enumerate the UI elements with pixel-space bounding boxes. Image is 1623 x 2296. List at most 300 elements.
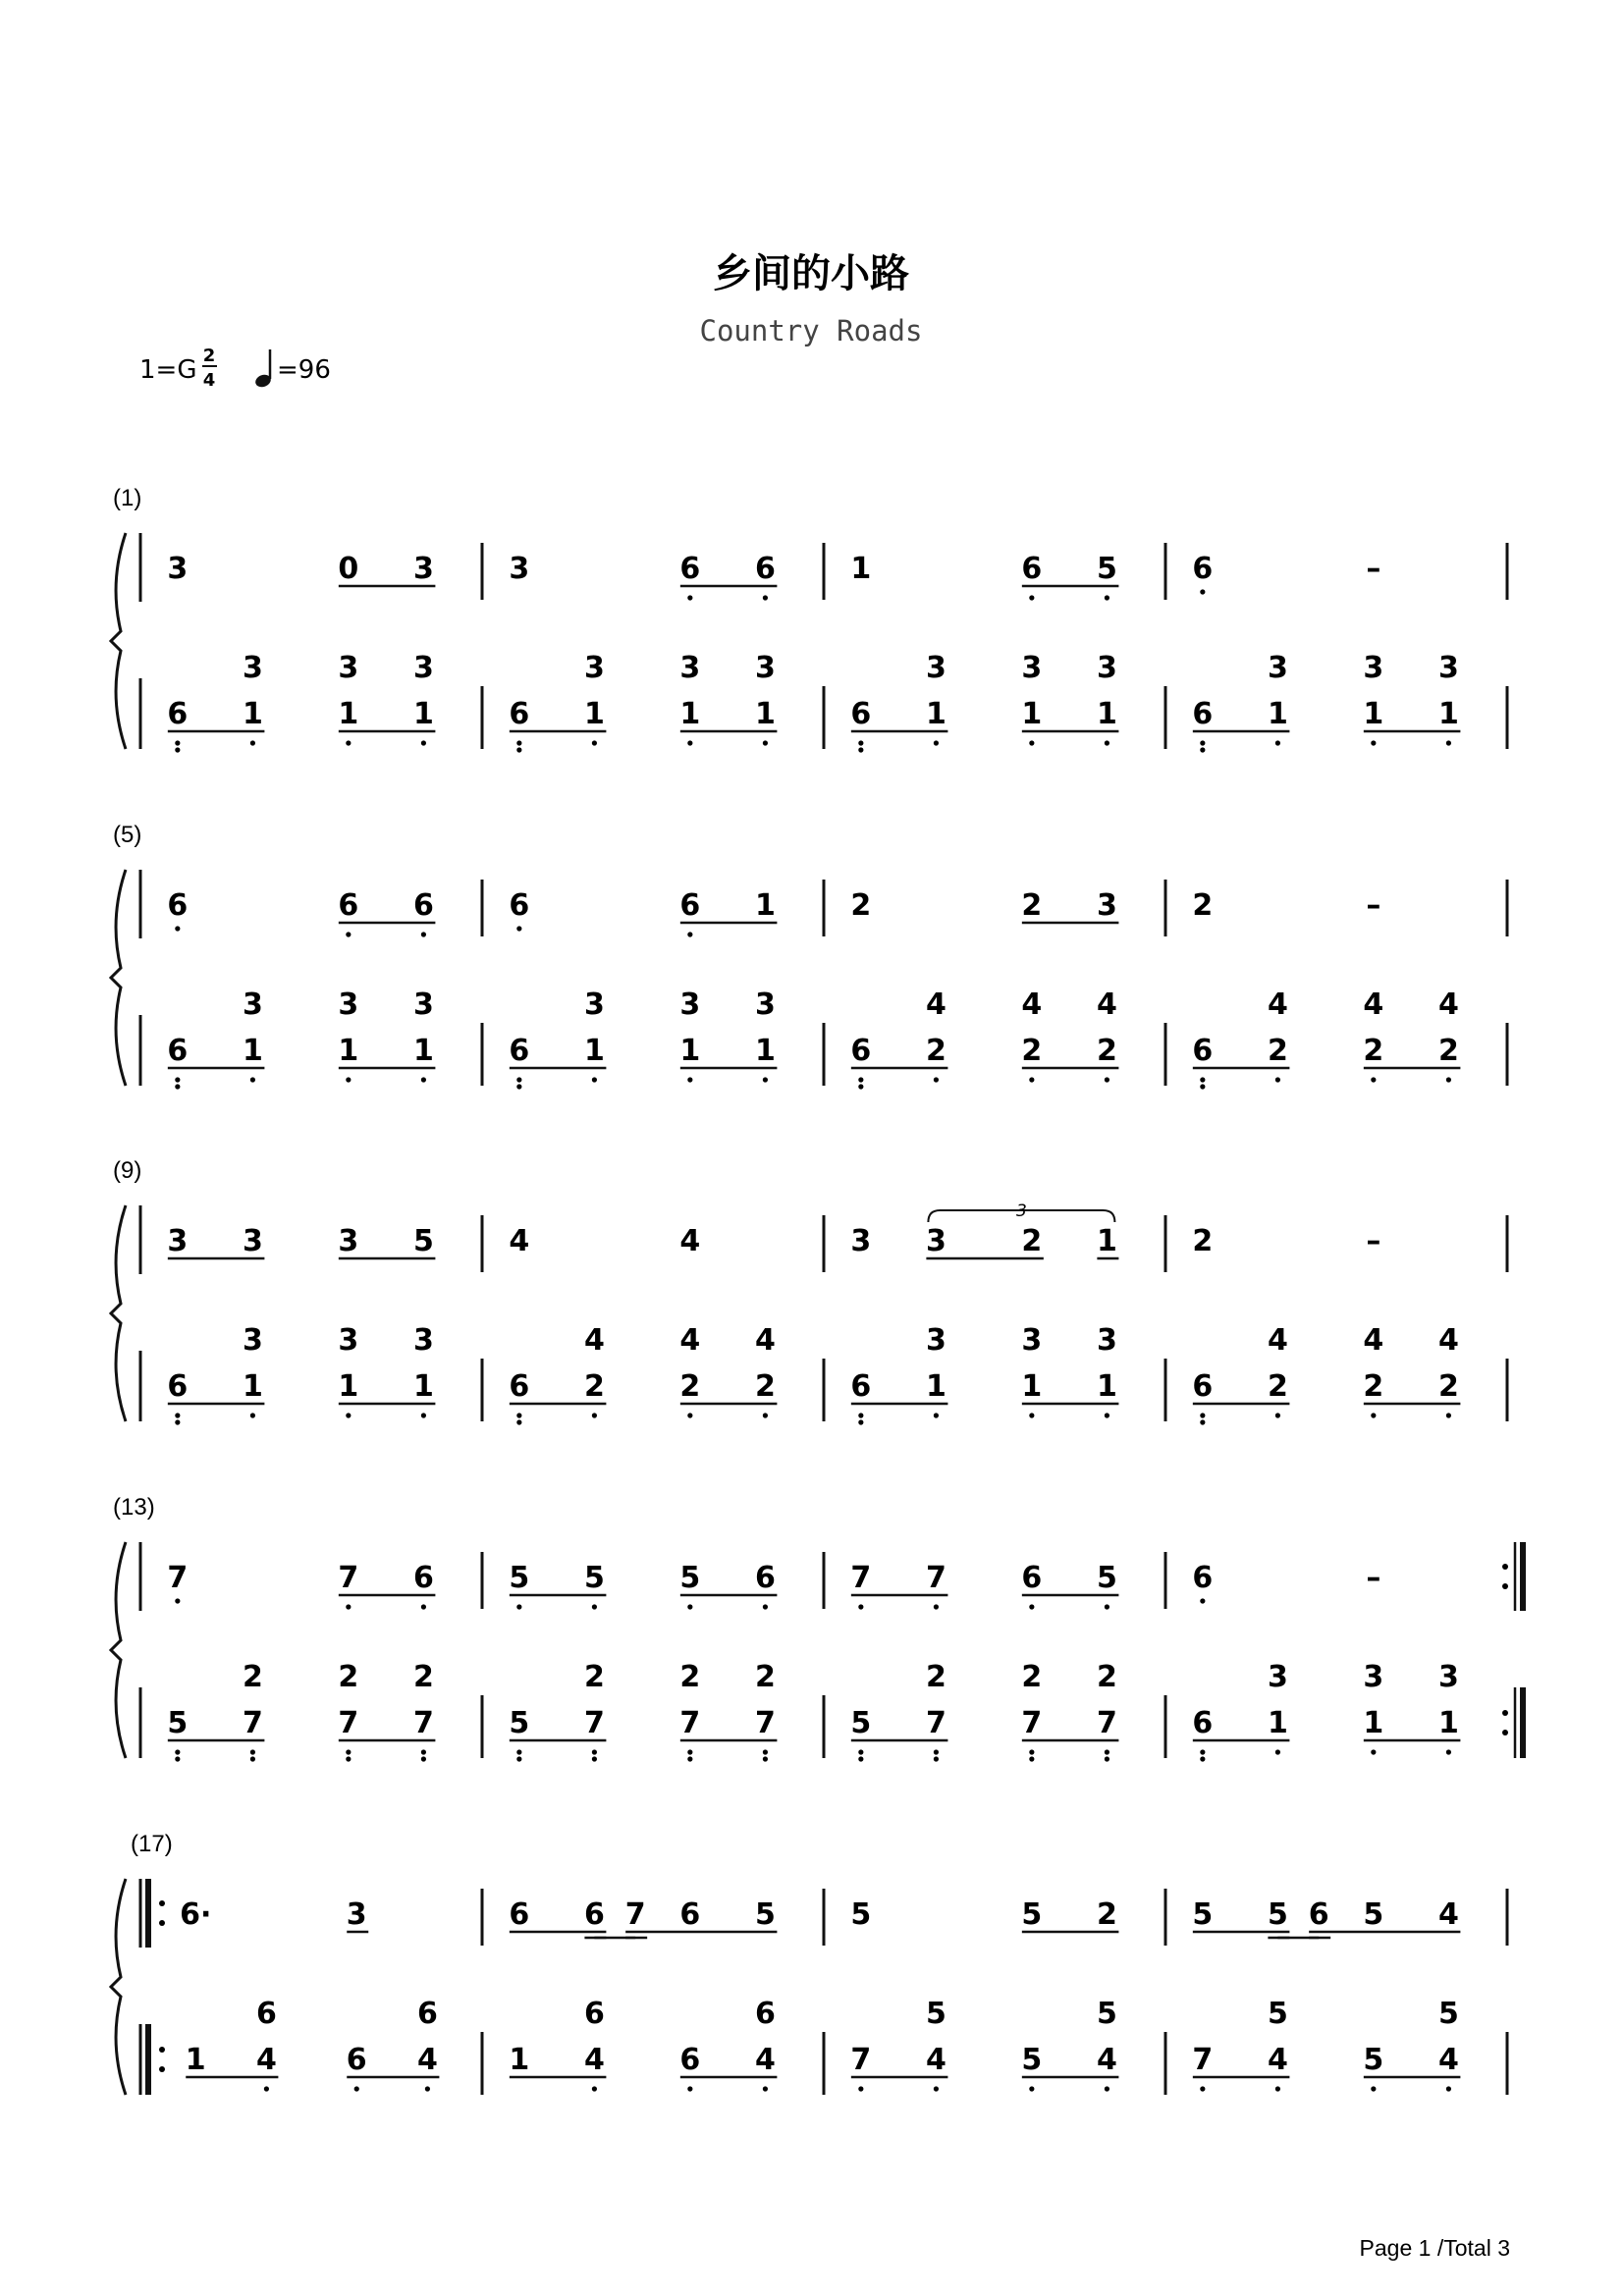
- repeat-dot: [1502, 1564, 1508, 1570]
- octave-dot: [1029, 595, 1034, 600]
- bass-note: 4: [416, 2043, 438, 2077]
- bass-chord-note: 3: [1096, 1323, 1117, 1358]
- treble-note: 5: [1021, 1897, 1043, 1932]
- tempo-marking: =96: [277, 355, 331, 385]
- octave-dot: [175, 740, 180, 745]
- treble-note: 6: [412, 1561, 434, 1595]
- score-system: [111, 485, 1507, 753]
- bass-chord-note: 2: [754, 1660, 776, 1694]
- measure: [850, 1201, 1165, 1425]
- octave-dot: [354, 2086, 359, 2091]
- octave-dot: [1105, 1077, 1109, 1082]
- treble-note: 2: [1192, 1224, 1214, 1258]
- bass-chord-note: 3: [925, 1323, 947, 1358]
- measure: [850, 543, 1165, 753]
- octave-dot: [1029, 1413, 1034, 1417]
- system-brace: [111, 1205, 126, 1421]
- octave-dot: [763, 1756, 768, 1761]
- octave-dot: [1446, 740, 1451, 745]
- octave-dot: [1275, 1413, 1280, 1417]
- repeat-dot: [1502, 1730, 1508, 1735]
- bass-note: 5: [1021, 2043, 1043, 2077]
- octave-dot: [858, 740, 863, 745]
- bass-chord-note: 3: [1021, 1323, 1043, 1358]
- octave-dot: [687, 1077, 692, 1082]
- bass-note: 6: [167, 1034, 189, 1068]
- bass-chord-note: 4: [1363, 988, 1384, 1022]
- octave-dot: [1200, 1749, 1205, 1754]
- octave-dot: [1446, 1749, 1451, 1754]
- treble-note: 3: [1096, 888, 1117, 923]
- octave-dot: [1200, 747, 1205, 752]
- octave-dot: [421, 1756, 426, 1761]
- treble-note: 3: [850, 1224, 872, 1258]
- octave-dot: [516, 1604, 521, 1609]
- treble-note: 6·: [180, 1897, 212, 1932]
- octave-dot: [858, 1419, 863, 1424]
- treble-note: 4: [509, 1224, 530, 1258]
- octave-dot: [1275, 1077, 1280, 1082]
- measure-number: (5): [113, 822, 142, 848]
- bass-note: 6: [167, 697, 189, 731]
- treble-note: –: [1366, 1224, 1381, 1258]
- score-system: [111, 1831, 1507, 2095]
- octave-dot: [934, 740, 939, 745]
- bass-note: 1: [338, 1369, 359, 1404]
- bass-note: 1: [412, 1369, 434, 1404]
- treble-note: 3: [167, 1224, 189, 1258]
- octave-dot: [175, 1077, 180, 1082]
- treble-note: 3: [346, 1897, 367, 1932]
- octave-dot: [421, 1077, 426, 1082]
- repeat-dot: [159, 1900, 165, 1906]
- treble-note: 5: [850, 1897, 872, 1932]
- treble-note: 6: [679, 552, 701, 586]
- repeat-dot: [159, 2066, 165, 2072]
- treble-note: 7: [925, 1561, 947, 1595]
- octave-dot: [1200, 1413, 1205, 1417]
- octave-dot: [858, 1756, 863, 1761]
- treble-note: 6: [1192, 1561, 1214, 1595]
- measure: [850, 1552, 1165, 1762]
- treble-note: 5: [412, 1224, 434, 1258]
- bass-note: 7: [1096, 1706, 1117, 1740]
- bass-chord-note: 2: [925, 1660, 947, 1694]
- octave-dot: [1446, 2086, 1451, 2091]
- system-brace: [111, 870, 126, 1086]
- treble-note: 6: [754, 1561, 776, 1595]
- bass-chord-note: 2: [679, 1660, 701, 1694]
- bass-chord-note: 5: [1267, 1997, 1288, 2031]
- treble-note: 5: [1192, 1897, 1214, 1932]
- octave-dot: [592, 1413, 597, 1417]
- octave-dot: [1105, 1413, 1109, 1417]
- bass-chord-note: 3: [754, 988, 776, 1022]
- bass-chord-note: 4: [1437, 1323, 1459, 1358]
- octave-dot: [592, 1604, 597, 1609]
- measure: [167, 543, 482, 753]
- bass-chord-note: 3: [338, 651, 359, 685]
- bass-chord-note: 3: [412, 988, 434, 1022]
- bass-note: 6: [509, 1034, 530, 1068]
- octave-dot: [858, 747, 863, 752]
- treble-note: 6: [679, 1897, 701, 1932]
- bass-note: 6: [1192, 1369, 1214, 1404]
- measure: [850, 1889, 1165, 2095]
- octave-dot: [858, 1077, 863, 1082]
- octave-dot: [175, 1756, 180, 1761]
- measure: [1192, 1889, 1507, 2095]
- octave-dot: [592, 740, 597, 745]
- bass-note: 7: [338, 1706, 359, 1740]
- octave-dot: [1200, 589, 1205, 594]
- system-brace: [111, 1542, 126, 1758]
- octave-dot: [1105, 2086, 1109, 2091]
- bass-note: 6: [509, 697, 530, 731]
- bass-note: 1: [679, 1034, 701, 1068]
- bass-note: 1: [1437, 697, 1459, 731]
- bass-chord-note: 3: [583, 651, 605, 685]
- measure: [167, 1215, 482, 1425]
- octave-dot: [934, 2086, 939, 2091]
- octave-dot: [763, 1604, 768, 1609]
- octave-dot: [346, 1604, 351, 1609]
- measure: [509, 1215, 824, 1425]
- bass-chord-note: 3: [1267, 1660, 1288, 1694]
- octave-dot: [1029, 1077, 1034, 1082]
- bass-note: 5: [850, 1706, 872, 1740]
- song-title: 乡间的小路: [713, 251, 909, 296]
- octave-dot: [1371, 1749, 1376, 1754]
- bass-note: 4: [583, 2043, 605, 2077]
- bass-chord-note: 4: [1437, 988, 1459, 1022]
- measure-number: (1): [113, 485, 142, 511]
- measure: [1192, 543, 1507, 753]
- bass-chord-note: 3: [679, 988, 701, 1022]
- octave-dot: [1200, 1419, 1205, 1424]
- octave-dot: [687, 595, 692, 600]
- bass-note: 1: [754, 1034, 776, 1068]
- bass-note: 1: [185, 2043, 206, 2077]
- treble-note: 7: [850, 1561, 872, 1595]
- bass-chord-note: 4: [1363, 1323, 1384, 1358]
- bass-note: 4: [1437, 2043, 1459, 2077]
- octave-dot: [858, 1604, 863, 1609]
- key-signature: 1=G: [139, 355, 197, 385]
- treble-note: 7: [167, 1561, 189, 1595]
- octave-dot: [175, 1749, 180, 1754]
- treble-note: 7: [338, 1561, 359, 1595]
- octave-dot: [175, 1419, 180, 1424]
- bass-note: 7: [1192, 2043, 1214, 2077]
- measure: [180, 1889, 482, 2095]
- octave-dot: [592, 2086, 597, 2091]
- octave-dot: [175, 1413, 180, 1417]
- treble-note: 5: [1267, 1897, 1288, 1932]
- treble-note: –: [1366, 552, 1381, 586]
- octave-dot: [763, 1749, 768, 1754]
- bass-chord-note: 3: [925, 651, 947, 685]
- octave-dot: [175, 1598, 180, 1603]
- bass-chord-note: 4: [1267, 1323, 1288, 1358]
- octave-dot: [687, 1604, 692, 1609]
- bass-note: 1: [1096, 1369, 1117, 1404]
- octave-dot: [516, 1077, 521, 1082]
- octave-dot: [421, 1413, 426, 1417]
- bass-chord-note: 4: [583, 1323, 605, 1358]
- treble-note: 6: [338, 888, 359, 923]
- octave-dot: [934, 1604, 939, 1609]
- octave-dot: [1275, 740, 1280, 745]
- octave-dot: [592, 1756, 597, 1761]
- treble-note: 7: [624, 1897, 646, 1932]
- bass-note: 5: [509, 1706, 530, 1740]
- octave-dot: [858, 2086, 863, 2091]
- treble-note: 3: [509, 552, 530, 586]
- octave-dot: [250, 1077, 255, 1082]
- tuplet-number: 3: [1015, 1201, 1027, 1221]
- octave-dot: [687, 1756, 692, 1761]
- octave-dot: [175, 1084, 180, 1089]
- bass-note: 1: [583, 697, 605, 731]
- treble-note: 4: [1437, 1897, 1459, 1932]
- bass-chord-note: 2: [242, 1660, 263, 1694]
- bass-chord-note: 3: [1363, 1660, 1384, 1694]
- measure: [167, 880, 482, 1090]
- page-number: Page 1 /Total 3: [1359, 2235, 1510, 2261]
- bass-note: 7: [412, 1706, 434, 1740]
- octave-dot: [1029, 1749, 1034, 1754]
- octave-dot: [250, 1749, 255, 1754]
- measure-number: (17): [131, 1831, 173, 1857]
- repeat-dot: [159, 1920, 165, 1926]
- octave-dot: [1371, 1077, 1376, 1082]
- octave-dot: [421, 1604, 426, 1609]
- bass-chord-note: 3: [1096, 651, 1117, 685]
- bass-chord-note: 2: [338, 1660, 359, 1694]
- octave-dot: [934, 1077, 939, 1082]
- score-system: [111, 822, 1507, 1090]
- bass-note: 1: [925, 1369, 947, 1404]
- bass-chord-note: 5: [925, 1997, 947, 2031]
- bass-chord-note: 3: [242, 651, 263, 685]
- octave-dot: [1105, 595, 1109, 600]
- octave-dot: [175, 747, 180, 752]
- bass-note: 1: [1363, 697, 1384, 731]
- octave-dot: [1105, 1756, 1109, 1761]
- bass-note: 1: [1021, 697, 1043, 731]
- octave-dot: [1446, 1413, 1451, 1417]
- treble-note: –: [1366, 888, 1381, 923]
- bass-chord-note: 2: [1021, 1660, 1043, 1694]
- octave-dot: [1275, 1749, 1280, 1754]
- bass-note: 7: [925, 1706, 947, 1740]
- bass-note: 1: [1267, 1706, 1288, 1740]
- treble-note: 6: [1021, 552, 1043, 586]
- octave-dot: [1105, 1604, 1109, 1609]
- bass-chord-note: 3: [583, 988, 605, 1022]
- octave-dot: [421, 932, 426, 936]
- bass-chord-note: 6: [583, 1997, 605, 2031]
- bass-note: 7: [850, 2043, 872, 2077]
- bass-note: 1: [925, 697, 947, 731]
- measure: [167, 1552, 482, 1762]
- measure: [509, 1552, 824, 1762]
- bass-note: 6: [1192, 1706, 1214, 1740]
- measure: [509, 543, 824, 753]
- octave-dot: [858, 1749, 863, 1754]
- octave-dot: [1105, 1749, 1109, 1754]
- bass-chord-note: 2: [583, 1660, 605, 1694]
- bass-chord-note: 4: [1096, 988, 1117, 1022]
- treble-note: 1: [754, 888, 776, 923]
- bass-note: 1: [338, 1034, 359, 1068]
- bass-note: 2: [1021, 1034, 1043, 1068]
- octave-dot: [346, 1756, 351, 1761]
- treble-note: 6: [1021, 1561, 1043, 1595]
- treble-note: 5: [583, 1561, 605, 1595]
- repeat-dot: [159, 2047, 165, 2053]
- measure-number: (9): [113, 1157, 142, 1184]
- bass-note: 7: [583, 1706, 605, 1740]
- measure: [850, 880, 1165, 1090]
- bass-note: 4: [925, 2043, 947, 2077]
- octave-dot: [1371, 2086, 1376, 2091]
- octave-dot: [1446, 1077, 1451, 1082]
- song-subtitle: Country Roads: [699, 314, 923, 347]
- bass-chord-note: 3: [1267, 651, 1288, 685]
- bass-chord-note: 3: [679, 651, 701, 685]
- octave-dot: [592, 1749, 597, 1754]
- bass-note: 4: [1267, 2043, 1288, 2077]
- bass-note: 6: [850, 697, 872, 731]
- octave-dot: [421, 1749, 426, 1754]
- octave-dot: [516, 1084, 521, 1089]
- measure: [1192, 880, 1507, 1090]
- bass-note: 2: [1363, 1369, 1384, 1404]
- repeat-dot: [1502, 1583, 1508, 1589]
- octave-dot: [1200, 1756, 1205, 1761]
- treble-note: 3: [167, 552, 189, 586]
- bass-chord-note: 2: [412, 1660, 434, 1694]
- bass-chord-note: 2: [1096, 1660, 1117, 1694]
- octave-dot: [592, 1077, 597, 1082]
- bass-chord-note: 3: [1021, 651, 1043, 685]
- treble-note: 6: [679, 888, 701, 923]
- bass-note: 1: [1437, 1706, 1459, 1740]
- treble-note: 4: [679, 1224, 701, 1258]
- octave-dot: [175, 926, 180, 931]
- treble-note: 5: [1096, 552, 1117, 586]
- bass-note: 7: [679, 1706, 701, 1740]
- octave-dot: [1029, 2086, 1034, 2091]
- bass-note: 6: [679, 2043, 701, 2077]
- octave-dot: [763, 2086, 768, 2091]
- treble-note: 1: [850, 552, 872, 586]
- bass-note: 2: [583, 1369, 605, 1404]
- bass-chord-note: 3: [412, 1323, 434, 1358]
- octave-dot: [516, 1413, 521, 1417]
- treble-note: 5: [509, 1561, 530, 1595]
- octave-dot: [858, 1084, 863, 1089]
- octave-dot: [346, 932, 351, 936]
- bass-chord-note: 3: [412, 651, 434, 685]
- octave-dot: [1200, 1077, 1205, 1082]
- treble-note: 5: [679, 1561, 701, 1595]
- octave-dot: [763, 1077, 768, 1082]
- treble-note: 2: [1021, 888, 1043, 923]
- bass-chord-note: 6: [255, 1997, 277, 2031]
- treble-note: 5: [754, 1897, 776, 1932]
- octave-dot: [687, 1413, 692, 1417]
- treble-note: 6: [167, 888, 189, 923]
- treble-note: 2: [850, 888, 872, 923]
- octave-dot: [516, 1756, 521, 1761]
- treble-note: 3: [925, 1224, 947, 1258]
- bass-chord-note: 3: [338, 988, 359, 1022]
- octave-dot: [516, 1419, 521, 1424]
- bass-note: 6: [850, 1369, 872, 1404]
- treble-note: 6: [509, 888, 530, 923]
- bass-chord-note: 4: [1021, 988, 1043, 1022]
- bass-note: 1: [242, 1369, 263, 1404]
- octave-dot: [1200, 1598, 1205, 1603]
- measure: [509, 880, 824, 1090]
- bass-chord-note: 6: [754, 1997, 776, 2031]
- bass-chord-note: 3: [1437, 1660, 1459, 1694]
- measure: [1192, 1542, 1523, 1762]
- octave-dot: [1200, 1084, 1205, 1089]
- bass-note: 4: [255, 2043, 277, 2077]
- treble-note: 5: [1363, 1897, 1384, 1932]
- bass-note: 2: [1363, 1034, 1384, 1068]
- bass-chord-note: 4: [754, 1323, 776, 1358]
- bass-note: 1: [754, 697, 776, 731]
- treble-note: 3: [412, 552, 434, 586]
- octave-dot: [1200, 740, 1205, 745]
- octave-dot: [763, 595, 768, 600]
- bass-note: 1: [1363, 1706, 1384, 1740]
- bass-chord-note: 3: [754, 651, 776, 685]
- bass-note: 2: [754, 1369, 776, 1404]
- bass-chord-note: 4: [679, 1323, 701, 1358]
- octave-dot: [1371, 740, 1376, 745]
- treble-note: 6: [1308, 1897, 1329, 1932]
- score-system: [111, 1494, 1523, 1762]
- octave-dot: [425, 2086, 430, 2091]
- octave-dot: [1105, 740, 1109, 745]
- bass-note: 1: [1096, 697, 1117, 731]
- bass-note: 2: [1437, 1034, 1459, 1068]
- octave-dot: [934, 1413, 939, 1417]
- bass-note: 7: [754, 1706, 776, 1740]
- bass-note: 1: [338, 697, 359, 731]
- bass-note: 1: [679, 697, 701, 731]
- bass-note: 5: [167, 1706, 189, 1740]
- octave-dot: [687, 932, 692, 936]
- bass-note: 5: [1363, 2043, 1384, 2077]
- octave-dot: [687, 2086, 692, 2091]
- time-signature-numerator: 2: [202, 346, 216, 366]
- bass-chord-note: 5: [1096, 1997, 1117, 2031]
- repeat-dot: [1502, 1710, 1508, 1716]
- bass-note: 1: [412, 697, 434, 731]
- bass-note: 2: [1096, 1034, 1117, 1068]
- bass-note: 1: [412, 1034, 434, 1068]
- bass-note: 7: [242, 1706, 263, 1740]
- treble-note: 6: [583, 1897, 605, 1932]
- bass-chord-note: 5: [1437, 1997, 1459, 2031]
